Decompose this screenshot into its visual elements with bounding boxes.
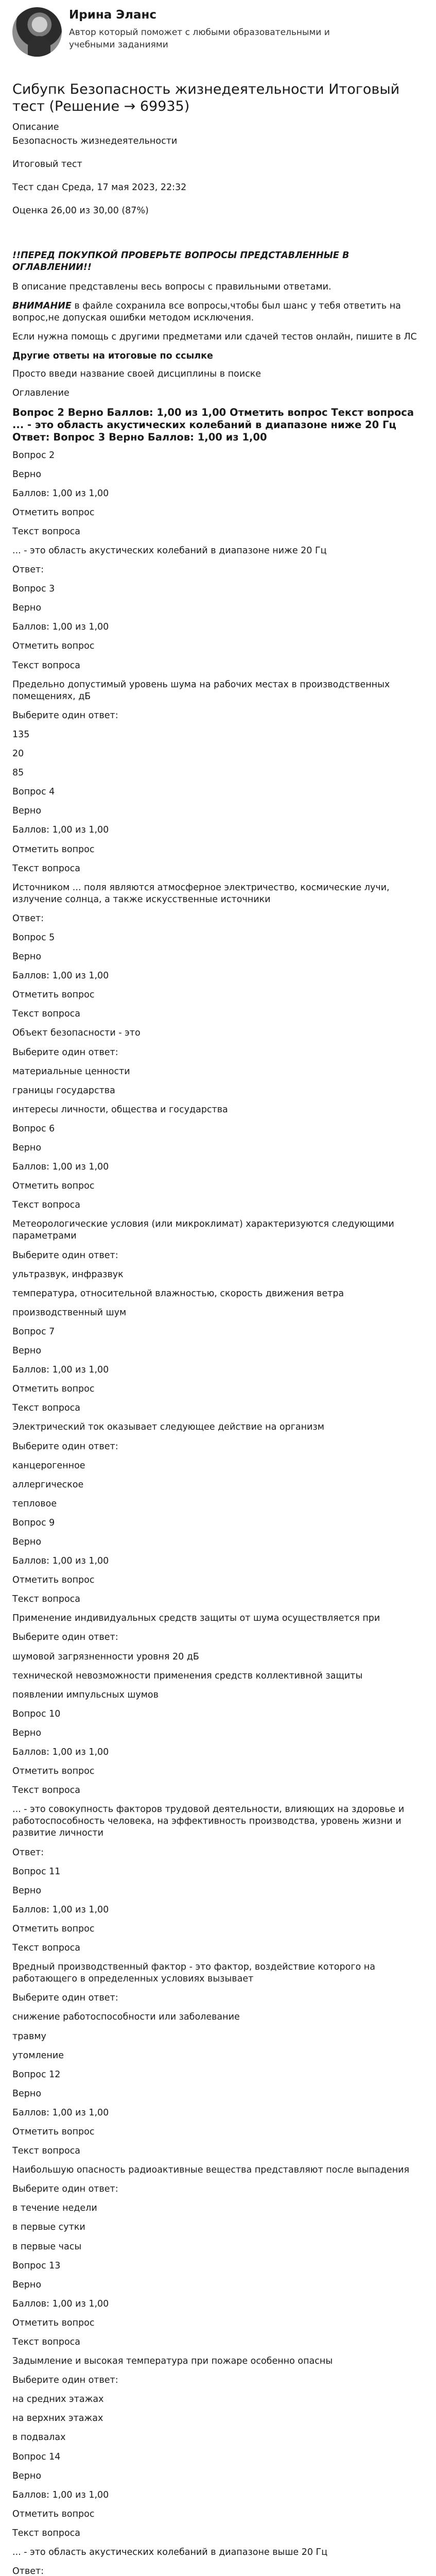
content-line: Баллов: 1,00 из 1,00 xyxy=(12,1904,109,1915)
toc-label: Оглавление xyxy=(12,388,69,399)
content-line: Текст вопроса xyxy=(12,1785,81,1796)
attention-paragraph xyxy=(12,300,426,324)
content-line: Баллов: 1,00 из 1,00 xyxy=(12,1556,109,1567)
content-line: появлении импульсных шумов xyxy=(12,1689,159,1700)
test-score: Оценка 26,00 из 30,00 (87%) xyxy=(12,206,149,216)
content-line: 135 xyxy=(12,729,30,740)
content-line: Отметить вопрос xyxy=(12,2509,95,2519)
content-line: Баллов: 1,00 из 1,00 xyxy=(12,1365,109,1376)
content-line: Отметить вопрос xyxy=(12,641,95,652)
content-line: снижение работоспособности или заболевание xyxy=(12,2012,240,2023)
content-line: канцерогенное xyxy=(12,1460,85,1471)
content-line: Отметить вопрос xyxy=(12,507,95,518)
content-line: Вредный производственный фактор - это фактор, воздействие которого на работающего в определенных условиях вызывает xyxy=(12,1962,375,1985)
content-line: утомление xyxy=(12,2050,64,2061)
content-line: в первые часы xyxy=(12,2241,82,2252)
content-line: Выберите один ответ: xyxy=(12,1250,118,1261)
content-line: Баллов: 1,00 из 1,00 xyxy=(12,2489,109,2500)
content-line: материальные ценности xyxy=(12,1066,130,1077)
content-line: границы государства xyxy=(12,1085,115,1096)
content-line: Предельно допустимый уровень шума на рабочих местах в производственных помещениях, дБ xyxy=(12,679,390,702)
content-line: тепловое xyxy=(12,1498,57,1509)
content-line: Верно xyxy=(12,1536,42,1547)
content-line: в подвалах xyxy=(12,2432,66,2443)
content-line: Источником ... поля являются атмосферное электричество, космические лучи, излучение солнца, а также искусственные источники xyxy=(12,882,390,905)
content-line: Вопрос 9 xyxy=(12,1517,55,1528)
document-title: Сибупк Безопасность жизнедеятельности Итоговый тест (Решение → 69935) xyxy=(12,81,400,114)
author-name[interactable]: Ирина Эланс xyxy=(69,8,157,22)
content-line: Вопрос 11 xyxy=(12,1866,61,1877)
content-line: Текст вопроса xyxy=(12,1009,81,1020)
content-line: Отметить вопрос xyxy=(12,1923,95,1934)
content-line: Текст вопроса xyxy=(12,1403,81,1414)
content-line: производственный шум xyxy=(12,1307,127,1318)
content-line: Верно xyxy=(12,603,42,614)
content-line: шумовой загрязненности уровня 20 дБ xyxy=(12,1651,199,1662)
content-line: Верно xyxy=(12,1346,42,1357)
content-line: в первые сутки xyxy=(12,2222,85,2233)
content-line: Вопрос 10 xyxy=(12,1708,61,1719)
content-line: аллергическое xyxy=(12,1479,84,1490)
subject-name: Безопасность жизнедеятельности xyxy=(12,135,178,146)
content-line: ультразвук, инфразвук xyxy=(12,1269,124,1280)
attention-text: в файле сохранила все вопросы,чтобы был шанс у тебя ответить на вопрос,не допуская ошибки методом исключения. xyxy=(12,300,401,323)
content-line: ... - это совокупность факторов трудовой деятельности, влияющих на здоровье и работоспособность человека, на эффективность производства, уровень жизни и развитие личности xyxy=(12,1804,405,1839)
content-line: Верно xyxy=(12,806,42,817)
content-line: Текст вопроса xyxy=(12,863,81,874)
content-line: температура, относительной влажностью, скорость движения ветра xyxy=(12,1288,344,1299)
content-line: Баллов: 1,00 из 1,00 xyxy=(12,825,109,836)
content-line: Ответ: xyxy=(12,565,44,575)
content-line: на средних этажах xyxy=(12,2394,104,2405)
content-line: Отметить вопрос xyxy=(12,1181,95,1192)
content-line: Вопрос 5 xyxy=(12,932,55,943)
content-line: Вопрос 3 xyxy=(12,584,55,595)
content-line: Баллов: 1,00 из 1,00 xyxy=(12,488,109,499)
test-name: Итоговый тест xyxy=(12,159,82,170)
author-info xyxy=(69,7,357,52)
content-line: Наибольшую опасность радиоактивные вещества представляют после выпадения xyxy=(12,2165,410,2176)
content-line: на верхних этажах xyxy=(12,2413,103,2424)
content-line: Выберите один ответ: xyxy=(12,1993,118,2004)
description-label: Описание xyxy=(12,122,59,132)
content-line: Выберите один ответ: xyxy=(12,2375,118,2386)
content-line: Баллов: 1,00 из 1,00 xyxy=(12,1162,109,1173)
attention-label: ВНИМАНИЕ xyxy=(12,300,72,311)
content-line: Текст вопроса xyxy=(12,1594,81,1605)
author-description: Автор который поможет с любыми образовательными и учебными заданиями xyxy=(69,27,330,50)
content-line: Ответ: xyxy=(12,1847,44,1858)
content-line: Баллов: 1,00 из 1,00 xyxy=(12,1747,109,1757)
notice-line: В описание представлены весь вопросы с правильными ответами. xyxy=(12,281,332,292)
content-line: Текст вопроса xyxy=(12,1200,81,1211)
content-line: Верно xyxy=(12,1727,42,1738)
author-card xyxy=(12,0,426,59)
content-line: Верно xyxy=(12,469,42,480)
content-line: Баллов: 1,00 из 1,00 xyxy=(12,971,109,981)
content-line: Вопрос 12 xyxy=(12,2069,61,2080)
content-line: ... - это область акустических колебаний в диапазоне выше 20 Гц xyxy=(12,2547,328,2558)
content-line: Текст вопроса xyxy=(12,2146,81,2157)
content-line: Электрический ток оказывает следующее действие на организм xyxy=(12,1422,324,1433)
document-meta xyxy=(12,122,426,217)
content-line: ... - это область акустических колебаний в диапазоне ниже 20 Гц xyxy=(12,546,327,556)
content-line: Вопрос 2 xyxy=(12,450,55,461)
content-line: Отметить вопрос xyxy=(12,1575,95,1586)
content-line: Текст вопроса xyxy=(12,2337,81,2347)
content-line: Применение индивидуальных средств защиты от шума осуществляется при xyxy=(12,1613,380,1624)
content-line: Текст вопроса xyxy=(12,526,81,537)
content-line: Верно xyxy=(12,2088,42,2099)
content-line: Отметить вопрос xyxy=(12,1766,95,1777)
content-line: травму xyxy=(12,2031,46,2042)
content-line: Верно xyxy=(12,1885,42,1896)
content-line: Объект безопасности - это xyxy=(12,1028,141,1039)
content-line: Текст вопроса xyxy=(12,1943,81,1954)
content-line: Текст вопроса xyxy=(12,2528,81,2538)
content-line: Выберите один ответ: xyxy=(12,1632,118,1643)
content-line: Отметить вопрос xyxy=(12,2126,95,2137)
content-line: Верно xyxy=(12,1143,42,1153)
other-answers-link[interactable]: Другие ответы на итоговые по ссылке xyxy=(12,350,213,361)
question-list xyxy=(12,450,426,2576)
content-line: Выберите один ответ: xyxy=(12,2184,118,2195)
content-line: Текст вопроса xyxy=(12,660,81,671)
content-line: Верно xyxy=(12,2279,42,2290)
content-line: Отметить вопрос xyxy=(12,990,95,1001)
content-line: в течение недели xyxy=(12,2203,97,2214)
content-line: Вопрос 13 xyxy=(12,2260,61,2271)
content-line: Баллов: 1,00 из 1,00 xyxy=(12,622,109,633)
content-line: Ответ: xyxy=(12,913,44,924)
content-line: Верно xyxy=(12,2470,42,2481)
content-line: Отметить вопрос xyxy=(12,1384,95,1395)
test-date: Тест сдан Среда, 17 мая 2023, 22:32 xyxy=(12,182,187,193)
content-line: Ответ: xyxy=(12,2566,44,2576)
content-line: Выберите один ответ: xyxy=(12,710,118,721)
content-line: Задымление и высокая температура при пожаре особенно опасны xyxy=(12,2356,333,2367)
content-line: Вопрос 4 xyxy=(12,787,55,798)
content-line: Вопрос 6 xyxy=(12,1123,55,1134)
warning-notice: !!ПЕРЕД ПОКУПКОЙ ПРОВЕРЬТЕ ВОПРОСЫ ПРЕДСТАВЛЕННЫЕ В ОГЛАВЛЕНИИ!! xyxy=(12,250,350,273)
content-line: Верно xyxy=(12,952,42,962)
content-line: Выберите один ответ: xyxy=(12,1441,118,1452)
search-hint: Просто введи название своей дисциплины в поиске xyxy=(12,369,261,379)
toc-summary: Вопрос 2 Верно Баллов: 1,00 из 1,00 Отметить вопрос Текст вопроса ... - это область акустических колебаний в диапазоне ниже 20 Гц Ответ: Вопрос 3 Верно Баллов: 1,00 из 1,00 xyxy=(12,406,414,443)
content-line: Баллов: 1,00 из 1,00 xyxy=(12,2298,109,2309)
content-line: Выберите один ответ: xyxy=(12,1047,118,1058)
content-line: Отметить вопрос xyxy=(12,2317,95,2328)
content-line: Вопрос 7 xyxy=(12,1326,55,1337)
content-line: Баллов: 1,00 из 1,00 xyxy=(12,2107,109,2118)
content-line: Вопрос 14 xyxy=(12,2451,61,2462)
content-line: 85 xyxy=(12,768,24,778)
content-line: интересы личности, общества и государства xyxy=(12,1104,228,1115)
content-line: Метеорологические условия (или микроклимат) характеризуются следующими параметрами xyxy=(12,1219,394,1242)
content-line: Отметить вопрос xyxy=(12,844,95,855)
help-paragraph: Если нужна помощь с другими предметами или сдачей тестов онлайн, пишите в ЛС xyxy=(12,331,417,342)
content-line: 20 xyxy=(12,749,24,759)
author-avatar[interactable] xyxy=(12,7,62,57)
content-line: технической невозможности применения средств коллективной защиты xyxy=(12,1670,363,1681)
